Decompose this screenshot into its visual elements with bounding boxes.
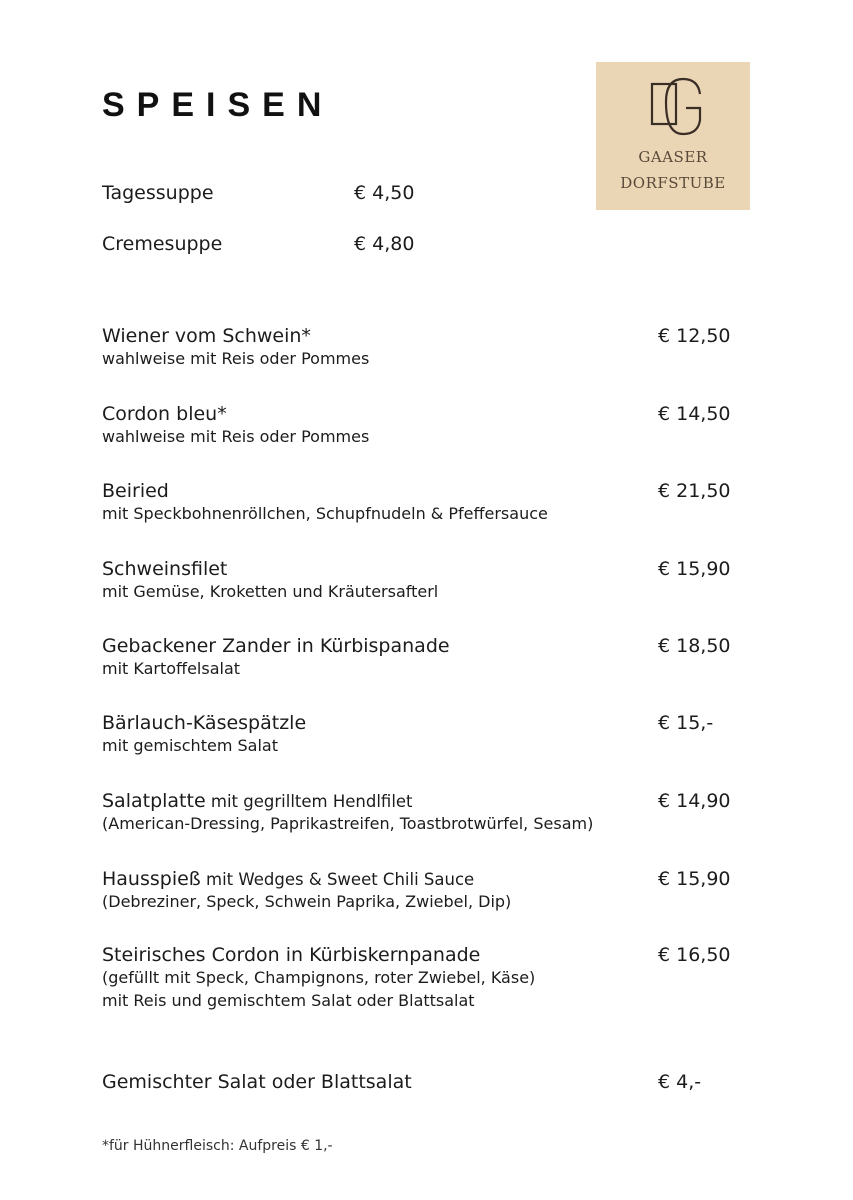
menu-item (102, 944, 742, 1012)
logo-text-gaaser: GAASER (638, 148, 708, 166)
item-price: € 4,- (658, 1071, 702, 1093)
item-price: € 4,80 (354, 233, 415, 255)
item-description: mit Kartoffelsalat (102, 659, 241, 678)
footnote: *für Hühnerfleisch: Aufpreis € 1,- (102, 1138, 333, 1154)
page-title: SPEISEN (102, 86, 334, 124)
menu-item (102, 480, 742, 525)
item-description: wahlweise mit Reis oder Pommes (102, 349, 370, 368)
menu-item (102, 868, 742, 913)
menu-item (102, 635, 742, 680)
item-description: mit Gemüse, Kroketten und Kräutersafterl (102, 582, 439, 601)
menu-item (102, 403, 742, 448)
item-price: € 15,- (658, 712, 714, 734)
item-name: Schweinsfilet (102, 558, 228, 580)
item-name: Hausspieß mit Wedges & Sweet Chili Sauce (102, 868, 475, 890)
item-price: € 4,50 (354, 182, 415, 204)
item-price: € 12,50 (658, 325, 731, 347)
item-name: Bärlauch-Käsespätzle (102, 712, 307, 734)
menu-item-soup (102, 182, 742, 204)
item-price: € 21,50 (658, 480, 731, 502)
item-price: € 16,50 (658, 944, 731, 966)
menu-item (102, 790, 742, 835)
item-description: (American-Dressing, Paprikastreifen, Toastbrotwürfel, Sesam) (102, 814, 594, 833)
item-name: Cremesuppe (102, 233, 223, 255)
item-description: mit Speckbohnenröllchen, Schupfnudeln & Pfeffersauce (102, 504, 548, 523)
item-description: mit gemischtem Salat (102, 736, 278, 755)
item-description: mit Reis und gemischtem Salat oder Blattsalat (102, 991, 475, 1010)
logo-text-dorfstube: DORFSTUBE (620, 174, 726, 192)
menu-item (102, 712, 742, 757)
item-name: Beiried (102, 480, 169, 502)
menu-item-side (102, 1071, 742, 1093)
menu-item (102, 558, 742, 603)
item-name: Cordon bleu* (102, 403, 227, 425)
menu-item (102, 325, 742, 370)
item-name: Salatplatte mit gegrilltem Hendlfilet (102, 790, 413, 812)
item-price: € 15,90 (658, 558, 731, 580)
item-name: Gemischter Salat oder Blattsalat (102, 1071, 412, 1093)
item-price: € 18,50 (658, 635, 731, 657)
item-price: € 15,90 (658, 868, 731, 890)
item-name: Wiener vom Schwein* (102, 325, 311, 347)
item-description: (gefüllt mit Speck, Champignons, roter Zwiebel, Käse) (102, 968, 536, 987)
item-description: (Debreziner, Speck, Schwein Paprika, Zwiebel, Dip) (102, 892, 512, 911)
item-name: Steirisches Cordon in Kürbiskernpanade (102, 944, 481, 966)
item-price: € 14,90 (658, 790, 731, 812)
item-name: Gebackener Zander in Kürbispanade (102, 635, 450, 657)
item-name: Tagessuppe (102, 182, 214, 204)
menu-item-soup (102, 233, 742, 255)
item-description: wahlweise mit Reis oder Pommes (102, 427, 370, 446)
item-price: € 14,50 (658, 403, 731, 425)
